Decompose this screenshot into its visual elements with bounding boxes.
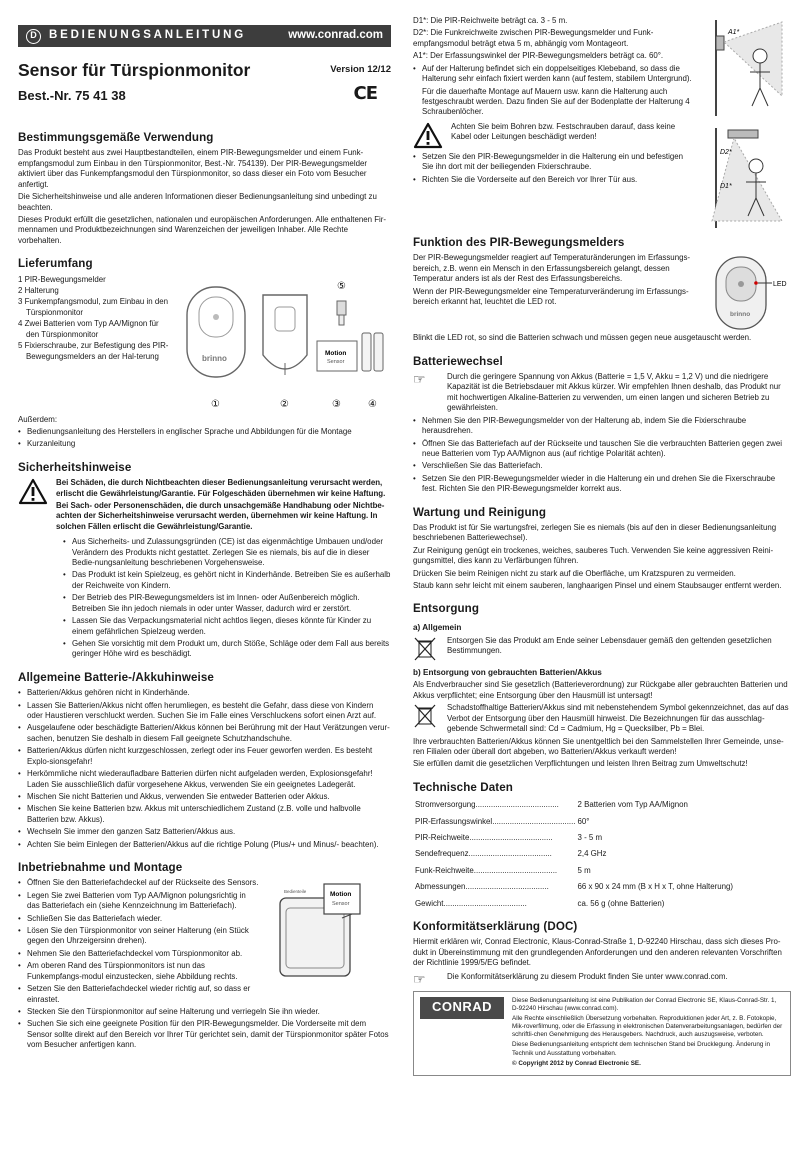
table-row <box>415 882 733 896</box>
setup-front-label: Bedienteile <box>284 889 307 895</box>
screw-drawing <box>337 301 346 325</box>
disposal-b-p3: Ihre verbrauchten Batterien/Akkus können Sie unentgeltlich bei den Sammelstellen Ihrer Gemeinde, unse-ren Filialen oder überall dort abgeben, wo Batterien/Akkus verkauft werden! <box>413 736 784 756</box>
tech-key-label: PIR-Erfassungswinkel <box>415 816 493 826</box>
disposal-a-text: Entsorgen Sie das Produkt am Ende seiner Lebensdauer gemäß den geltenden gesetzlichen Bestimmungen. <box>447 635 772 656</box>
list-item: • Legen Sie zwei Batterien vom Typ AA/Mignon polungsrichtig in das Batteriefach ein (siehe Kennzeichnung im Batteriefach). <box>18 891 260 912</box>
list-item: • Aus Sicherheits- und Zulassungsgründen (CE) ist das eigenmächtige Umbauen und/oder Verändern des Produkts nicht gestattet. Zerlegen Sie es niemals, bis auf die in dieser Bedie-nungsanleitung beschriebenen Vorgehensweise. <box>63 537 391 568</box>
scope-list <box>18 275 173 415</box>
conformity-note <box>413 972 791 986</box>
tech-value: ca. 56 g (ohne Batterien) <box>577 898 665 908</box>
tech-key-label: Abmessungen <box>415 882 466 892</box>
list-item: • Batterien/Akkus gehören nicht in Kinderhände. <box>18 688 391 698</box>
warning-triangle-icon <box>413 122 443 149</box>
list-item: • Setzen Sie den PIR-Bewegungsmelder in die Halterung ein und befestigen Sie ihn dort mit der beiliegenden Fixierschraube. <box>413 152 696 173</box>
document-type: BEDIENUNGSANLEITUNG <box>49 29 246 42</box>
list-item: • Auf der Halterung befindet sich ein doppelseitiges Klebeband, so dass die Halterung sehr einfach fixiert werden kann (auf festem, stabilem Untergrund). <box>413 64 696 85</box>
battery-change-list <box>413 416 791 495</box>
table-row <box>415 849 733 863</box>
tech-key <box>415 882 576 896</box>
list-item: • Nehmen Sie den PIR-Bewegungsmelder von der Halterung ab, indem Sie die Fixierschraube herausdrehen. <box>413 416 791 437</box>
intended-use-p2: Die Sicherheitshinweise und alle anderen Informationen dieser Bedienungsanleitung sind unbedingt zu beachten. <box>18 192 377 212</box>
setup-block <box>18 878 391 1007</box>
tech-key <box>415 899 576 913</box>
safety-list <box>63 537 391 660</box>
tech-value: 60° <box>577 816 590 826</box>
website-link[interactable]: www.conrad.com <box>288 29 383 42</box>
scope-item: 4 Zwei Batterien vom Typ AA/Mignon für den Türspionmonitor <box>18 319 159 339</box>
label-a1: A1* <box>728 29 740 36</box>
maintenance-p4: Staub kann sehr leicht mit einem sauberen, langhaarigen Pinsel und einem Staubsauger entfernt werden. <box>413 581 782 591</box>
setup-heading: Inbetriebnahme und Montage <box>18 861 183 875</box>
brand-logo: brinno <box>202 353 227 363</box>
scope-item: 1 PIR-Bewegungsmelder <box>18 274 106 284</box>
list-item: • Mischen Sie keine Batterien bzw. Akkus mit unterschiedlichem Zustand (z.B. volle und halbvolle Batterien bzw. Akkus). <box>18 804 391 825</box>
imprint-p2: Alle Rechte einschließlich Übersetzung vorbehalten. Reproduktionen jeder Art, z. B. Fotokopie, Mik-roverfilmung, oder die Erfassung in elektronischen Datenverarbeitungsanlagen, bedürfen der schriftli-chen Genehmigung des Herausgebers. Nachdruck, auch auszugsweise, verboten. <box>512 1014 783 1039</box>
ce-mark: CE <box>353 83 377 104</box>
safety-heading: Sicherheitshinweise <box>18 460 132 474</box>
tech-value: 66 x 90 x 24 mm (B x H x T, ohne Halterung) <box>577 882 734 892</box>
tech-value: 2,4 GHz <box>577 849 607 859</box>
scope-besides: Außerdem: <box>18 414 58 424</box>
tech-leader-dots: ...................................... <box>473 865 558 875</box>
module-label-sensor: Sensor <box>327 358 345 365</box>
mounting-bullet <box>413 64 696 85</box>
tech-leader-dots: ...................................... <box>492 816 576 826</box>
tech-value: 2 Batterien vom Typ AA/Mignon <box>577 800 688 810</box>
disposal-general <box>413 636 791 662</box>
safety-bold-2: Bei Sach- oder Personenschäden, die durch unsachgemäße Handhabung oder Nichtbe-achten der Sicherheitshinweise verursacht werden, übernehmen wir keine Haftung. In solchen Fällen erlischt die Gewährleistung/Garantie. <box>56 500 385 531</box>
mounting-steps <box>413 152 696 185</box>
list-item: • Batterien/Akkus dürfen nicht kurzgeschlossen, zerlegt oder ins Feuer geworfen werden. Es besteht Explo-sionsgefahr! <box>18 746 391 767</box>
pir-p3: Blinkt die LED rot, so sind die Batterien schwach und müssen gegen neue ausgetauscht werden. <box>413 333 752 343</box>
list-item: • Nehmen Sie den Batteriefachdeckel vom Türspionmonitor ab. <box>18 949 260 959</box>
list-item: • Suchen Sie sich eine geeignete Position für den PIR-Bewegungsmelder. Die Vorderseite mit dem Sensor sollte direkt auf den Bereich vor Ihrer Tür gerichtet sein, damit der Türspionmonitor später Fotos vom Besucher anfertigen kann. <box>18 1019 391 1050</box>
list-item: • Öffnen Sie den Batteriefachdeckel auf der Rückseite des Sensors. <box>18 878 260 888</box>
list-item: • Öffnen Sie das Batteriefach auf der Rückseite und tauschen Sie die verbrauchten Batterien gegen zwei neue Batterien vom Typ AA/Mignon aus (auf richtige Polarität achten). <box>413 439 791 460</box>
tech-key <box>415 849 576 863</box>
tech-leader-dots: ...................................... <box>443 898 527 908</box>
battery-change-note-text: Durch die geringere Spannung von Akkus (Batterie = 1,5 V, Akku = 1,2 V) und die niedrigere Kapazität ist die Betriebsdauer mit Akkus kürzer. Wir empfehlen Ihnen deshalb, das Produkt nur mit hochwertigen Alkaline-Batterien zu verwenden, um einen langen und sicheren Betrieb zu gewährleisten. <box>447 372 781 413</box>
list-item: • Gehen Sie vorsichtig mit dem Produkt um, durch Stöße, Schläge oder dem Fall aus bereits geringer Höhe wird es beschädigt. <box>63 639 391 660</box>
table-row <box>415 899 733 913</box>
tech-leader-dots: ...................................... <box>465 882 549 892</box>
scope-item: 2 Halterung <box>18 285 59 295</box>
disposal-heading: Entsorgung <box>413 602 480 616</box>
list-item: • Herkömmliche nicht wiederaufladbare Batterien dürfen nicht aufgeladen werden, Explosionsgefahr! Laden Sie ausschließlich dafür vorgesehene Akkus, verwenden Sie ein geeignetes Ladegerät. <box>18 769 391 790</box>
d1-note: D1*: Die PIR-Reichweite beträgt ca. 3 - 5 m. <box>413 16 568 25</box>
imprint-p1: Diese Bedienungsanleitung ist eine Publikation der Conrad Electronic SE, Klaus-Conrad-Str. 1, D-92240 Hirschau (www.conrad.com). <box>512 996 777 1012</box>
table-row <box>415 833 733 847</box>
imprint-p3: Diese Bedienungsanleitung entspricht dem technischen Stand bei Drucklegung. Änderung in Technik und Ausstattung vorbehalten. <box>512 1041 770 1057</box>
list-item: • Lassen Sie Batterien/Akkus nicht offen herumliegen, es besteht die Gefahr, dass diese von Kindern oder Haustieren verschluckt werden. Suchen Sie im Falle eines Verschluckens sofort einen Arzt auf. <box>18 701 391 722</box>
table-row <box>415 817 733 831</box>
tech-key <box>415 817 576 831</box>
battery-general-heading: Allgemeine Batterie-/Akkuhinweise <box>18 670 214 684</box>
pir-led-figure <box>702 253 790 333</box>
list-item: • Mischen Sie nicht Batterien und Akkus, verwenden Sie entweder Batterien oder Akkus. <box>18 792 391 802</box>
conformity-heading: Konformitätserklärung (DOC) <box>413 920 578 934</box>
drill-warning-text: Achten Sie beim Bohren bzw. Festschrauben darauf, dass keine Kabel oder Leitungen beschädigt werden! <box>451 121 676 142</box>
scope-extras <box>18 427 391 450</box>
list-item: • Richten Sie die Vorderseite auf den Bereich vor Ihrer Tür aus. <box>413 175 696 185</box>
product-title: Sensor für Türspionmonitor <box>18 60 251 80</box>
pir-brand: brinno <box>730 311 751 319</box>
label-d2: D2* <box>720 149 732 156</box>
tech-leader-dots: ...................................... <box>475 800 559 810</box>
intended-use-p3: Dieses Produkt erfüllt die gesetzlichen, nationalen und europäischen Anforderungen. Alle enthaltenen Fir-mennamen und Produktbezeichnungen sind Warenzeichen der jeweiligen Inhaber. Alle Rechte vorbehalten. <box>18 214 387 245</box>
tech-key-label: Stromversorgung <box>415 800 476 810</box>
module-label-motion: Motion <box>325 349 347 357</box>
list-item: • Bedienungsanleitung des Herstellers in englischer Sprache und Abbildungen für die Montage <box>18 427 391 437</box>
intended-use-p1: Das Produkt besteht aus zwei Hauptbestandteilen, einem PIR-Bewegungsmelder und einem Funk-empfangsmodul zum Einbau in den Türspionmonitor, Best.-Nr. 754139). Der PIR-Bewegungsmelder aktiviert über das Funkempfangsmodul den Türspionmonitor, so dass dieser ein Foto vom Besucher anfertigt. <box>18 148 367 189</box>
safety-warning <box>18 478 391 534</box>
intended-use-heading: Bestimmungsgemäße Verwendung <box>18 131 214 145</box>
conformity-p1: Hiermit erklären wir, Conrad Electronic, Klaus-Conrad-Straße 1, D-92240 Hirschau, dass sich dieses Pro-dukt in Übereinstimmung mit den grundlegenden Anforderungen und den anderen relevanten Vorschriften der Richtlinie 1999/5/EG befindet. <box>413 937 782 968</box>
setup-figure <box>266 878 386 978</box>
list-item: • Ausgelaufene oder beschädigte Batterien/Akkus können bei Berührung mit der Haut Verätzungen verur-sachen, benutzen Sie deshalb in diesem Fall geeignete Schutzhandschuhe. <box>18 723 391 744</box>
tech-value: 5 m <box>577 865 591 875</box>
tech-key <box>415 833 576 847</box>
safety-bold-1: Bei Schäden, die durch Nichtbeachten dieser Bedienungsanleitung verursacht werden, erlischt die Gewährleistung/Garantie. Für Folgeschäden übernehmen wir keine Haftung. <box>56 478 386 498</box>
maintenance-p2: Zur Reinigung genügt ein trockenes, weiches, sauberes Tuch. Verwenden Sie keine aggressiven Reini-gungsmittel, dies kann zu Verfärbungen führen. <box>413 545 774 566</box>
language-badge: D <box>26 29 41 44</box>
receiver-module-drawing <box>317 341 357 371</box>
tech-value: 3 - 5 m <box>577 832 603 842</box>
callout-2: ② <box>280 398 289 410</box>
drill-warning <box>413 122 696 149</box>
detection-range-figure <box>702 16 790 231</box>
pointing-hand-icon: ☞ <box>413 970 426 987</box>
tech-leader-dots: ...................................... <box>469 832 553 842</box>
pir-function-heading: Funktion des PIR-Bewegungsmelders <box>413 236 625 249</box>
battery-general-list <box>18 688 391 850</box>
list-item: • Schließen Sie das Batteriefach wieder. <box>18 914 260 924</box>
tech-leader-dots: ...................................... <box>468 849 552 859</box>
pir-p1: Der PIR-Bewegungsmelder reagiert auf Temperaturänderungen im Erfassungs-bereich, z.B. wenn ein Mensch in den Erfassungsbereich gelangt, dessen Temperatur anders ist als der Rest des Erfassungsbereichs. <box>413 253 691 284</box>
disposal-battery <box>413 703 791 736</box>
scope-block <box>18 275 391 415</box>
conrad-logo: CONRAD <box>420 997 504 1019</box>
disposal-b-p4: Sie erfüllen damit die gesetzlichen Verpflichtungen und leisten Ihren Beitrag zum Umweltschutz! <box>413 759 748 769</box>
list-item: • Setzen Sie den Batteriefachdeckel wieder richtig auf, so dass er einrastet. <box>18 984 260 1005</box>
label-d1: D1* <box>720 183 732 190</box>
led-label: LED <box>773 281 787 289</box>
tech-heading: Technische Daten <box>413 780 513 794</box>
pir-p2: Wenn der PIR-Bewegungsmelder eine Temperaturveränderung im Erfassungs-bereich erkannt hat, leuchtet die LED rot. <box>413 286 689 306</box>
scope-item: 5 Fixierschraube, zur Befestigung des PIR-Bewegungsmelders an der Hal-terung <box>18 341 169 361</box>
battery-change-heading: Batteriewechsel <box>413 354 503 368</box>
conformity-note-text: Die Konformitätserklärung zu diesem Produkt finden Sie unter www.conrad.com. <box>447 971 728 981</box>
list-item: • Das Produkt ist kein Spielzeug, es gehört nicht in Kinderhände. Betreiben Sie es außerhalb der Reichweite von Kindern. <box>63 570 391 591</box>
list-item: • Achten Sie beim Einlegen der Batterien/Akkus auf die richtige Polung (Plus/+ und Minus/- beachten). <box>18 840 391 850</box>
list-item: • Am oberen Rand des Türspionmonitors ist nun das Funkempfangs-modul einzustecken, siehe Abbildung rechts. <box>18 961 260 982</box>
mounting-text <box>413 16 696 231</box>
pointing-hand-icon: ☞ <box>413 371 426 388</box>
tech-key-label: Gewicht <box>415 898 444 908</box>
list-item: • Stecken Sie den Türspionmonitor auf seine Halterung und verriegeln Sie ihn wieder. <box>18 1007 391 1017</box>
pir-function-block <box>413 253 791 333</box>
tech-key-label: PIR-Reichweite <box>415 832 470 842</box>
list-item: • Lösen Sie den Türspionmonitor von seiner Halterung (ein Stück gegen den Uhrzeigersinn drehen). <box>18 926 260 947</box>
list-item: • Verschließen Sie das Batteriefach. <box>413 461 791 471</box>
list-item: • Wechseln Sie immer den ganzen Satz Batterien/Akkus aus. <box>18 827 391 837</box>
scope-heading: Lieferumfang <box>18 257 93 271</box>
table-row <box>415 866 733 880</box>
list-item: • Der Betrieb des PIR-Bewegungsmelders ist im Innen- oder Außenbereich möglich. Betreiben Sie ihn jedoch niemals in oder unter Wasser, dadurch wird er zerstört. <box>63 593 391 614</box>
mount-paragraph: Für die dauerhafte Montage auf Mauern usw. kann die Halterung auch festgeschraubt werden. Dazu finden Sie auf der Bodenplatte der Halterung 4 Schraubenlöcher. <box>422 86 690 117</box>
maintenance-heading: Wartung und Reinigung <box>413 505 547 519</box>
callout-3: ③ <box>332 398 341 410</box>
callout-5: ⑤ <box>337 280 346 292</box>
tech-key <box>415 800 576 814</box>
tech-key-label: Funk-Reichweite <box>415 865 474 875</box>
warning-triangle-icon <box>18 478 48 505</box>
list-item: • Kurzanleitung <box>18 439 391 449</box>
setup-list-a <box>18 878 260 1007</box>
setup-list-b <box>18 1007 391 1051</box>
left-column <box>18 0 391 1053</box>
batteries-drawing <box>362 333 383 371</box>
scope-figure <box>179 275 391 415</box>
d2-note: D2*: Die Funkreichweite zwischen PIR-Bewegungsmelder und Funk-empfangsmodul beträgt etwa 5 m, abhängig vom Montageort. <box>413 28 654 48</box>
version-label: Version 12/12 <box>330 64 391 75</box>
title-block <box>18 60 391 104</box>
bracket-drawing <box>263 295 307 375</box>
callout-4: ④ <box>368 398 377 410</box>
right-column <box>413 0 791 1076</box>
tech-table <box>413 798 735 915</box>
maintenance-p3: Drücken Sie beim Reinigen nicht zu stark auf die Oberfläche, um Kratzspuren zu vermeiden. <box>413 568 736 578</box>
a1-note: A1*: Der Erfassungswinkel der PIR-Bewegungsmelders beträgt ca. 60°. <box>413 51 664 61</box>
pir-sensor-drawing <box>187 287 245 377</box>
crossed-bin-icon <box>413 636 437 662</box>
scope-item: 3 Funkempfangsmodul, zum Einbau in den Türspionmonitor <box>18 297 169 317</box>
list-item: • Lassen Sie das Verpackungsmaterial nicht achtlos liegen, dieses könnte für Kinder zu einem gefährlichen Spielzeug werden. <box>63 616 391 637</box>
maintenance-p1: Das Produkt ist für Sie wartungsfrei, zerlegen Sie es niemals (bis auf den in dieser Bedienungsanleitung beschriebenen Batteriewechsel). <box>413 522 777 543</box>
list-item: • Setzen Sie den PIR-Bewegungsmelder wieder in die Halterung ein und drehen Sie die Fixerschraube fest. Richten Sie den PIR-Bewegungsmelder korrekt aus. <box>413 474 791 495</box>
tech-key-label: Sendefrequenz <box>415 849 469 859</box>
imprint-copyright: © Copyright 2012 by Conrad Electronic SE. <box>512 1059 641 1067</box>
mounting-block <box>413 16 791 231</box>
disposal-sub-a: a) Allgemein <box>413 622 462 632</box>
crossed-bin-icon <box>413 703 437 729</box>
callout-1: ① <box>211 398 220 410</box>
setup-module-motion: Motion <box>330 891 352 899</box>
disposal-b-p2: Schadstoffhaltige Batterien/Akkus sind mit nebenstehendem Symbol gekennzeichnet, das auf das Verbot der Entsorgung über den Hausmüll hinweist. Die Bezeichnungen für das ausschlag-gebende Schwermetall sind: Cd = Cadmium, Hg = Quecksilber, Pb = Blei. <box>447 703 789 734</box>
table-row <box>415 800 733 814</box>
imprint-box <box>413 991 791 1076</box>
setup-module-sensor: Sensor <box>332 901 350 908</box>
battery-change-note <box>413 372 791 416</box>
order-number: Best.-Nr. 75 41 38 <box>18 88 126 103</box>
disposal-sub-b: b) Entsorgung von gebrauchten Batterien/Akkus <box>413 667 602 677</box>
disposal-b-p1: Als Endverbraucher sind Sie gesetzlich (Batterieverordnung) zur Rückgabe aller gebrauchten Batterien und Akkus verpflichtet; eine Entsorgung über den Hausmüll ist untersagt! <box>413 680 788 700</box>
tech-key <box>415 866 576 880</box>
